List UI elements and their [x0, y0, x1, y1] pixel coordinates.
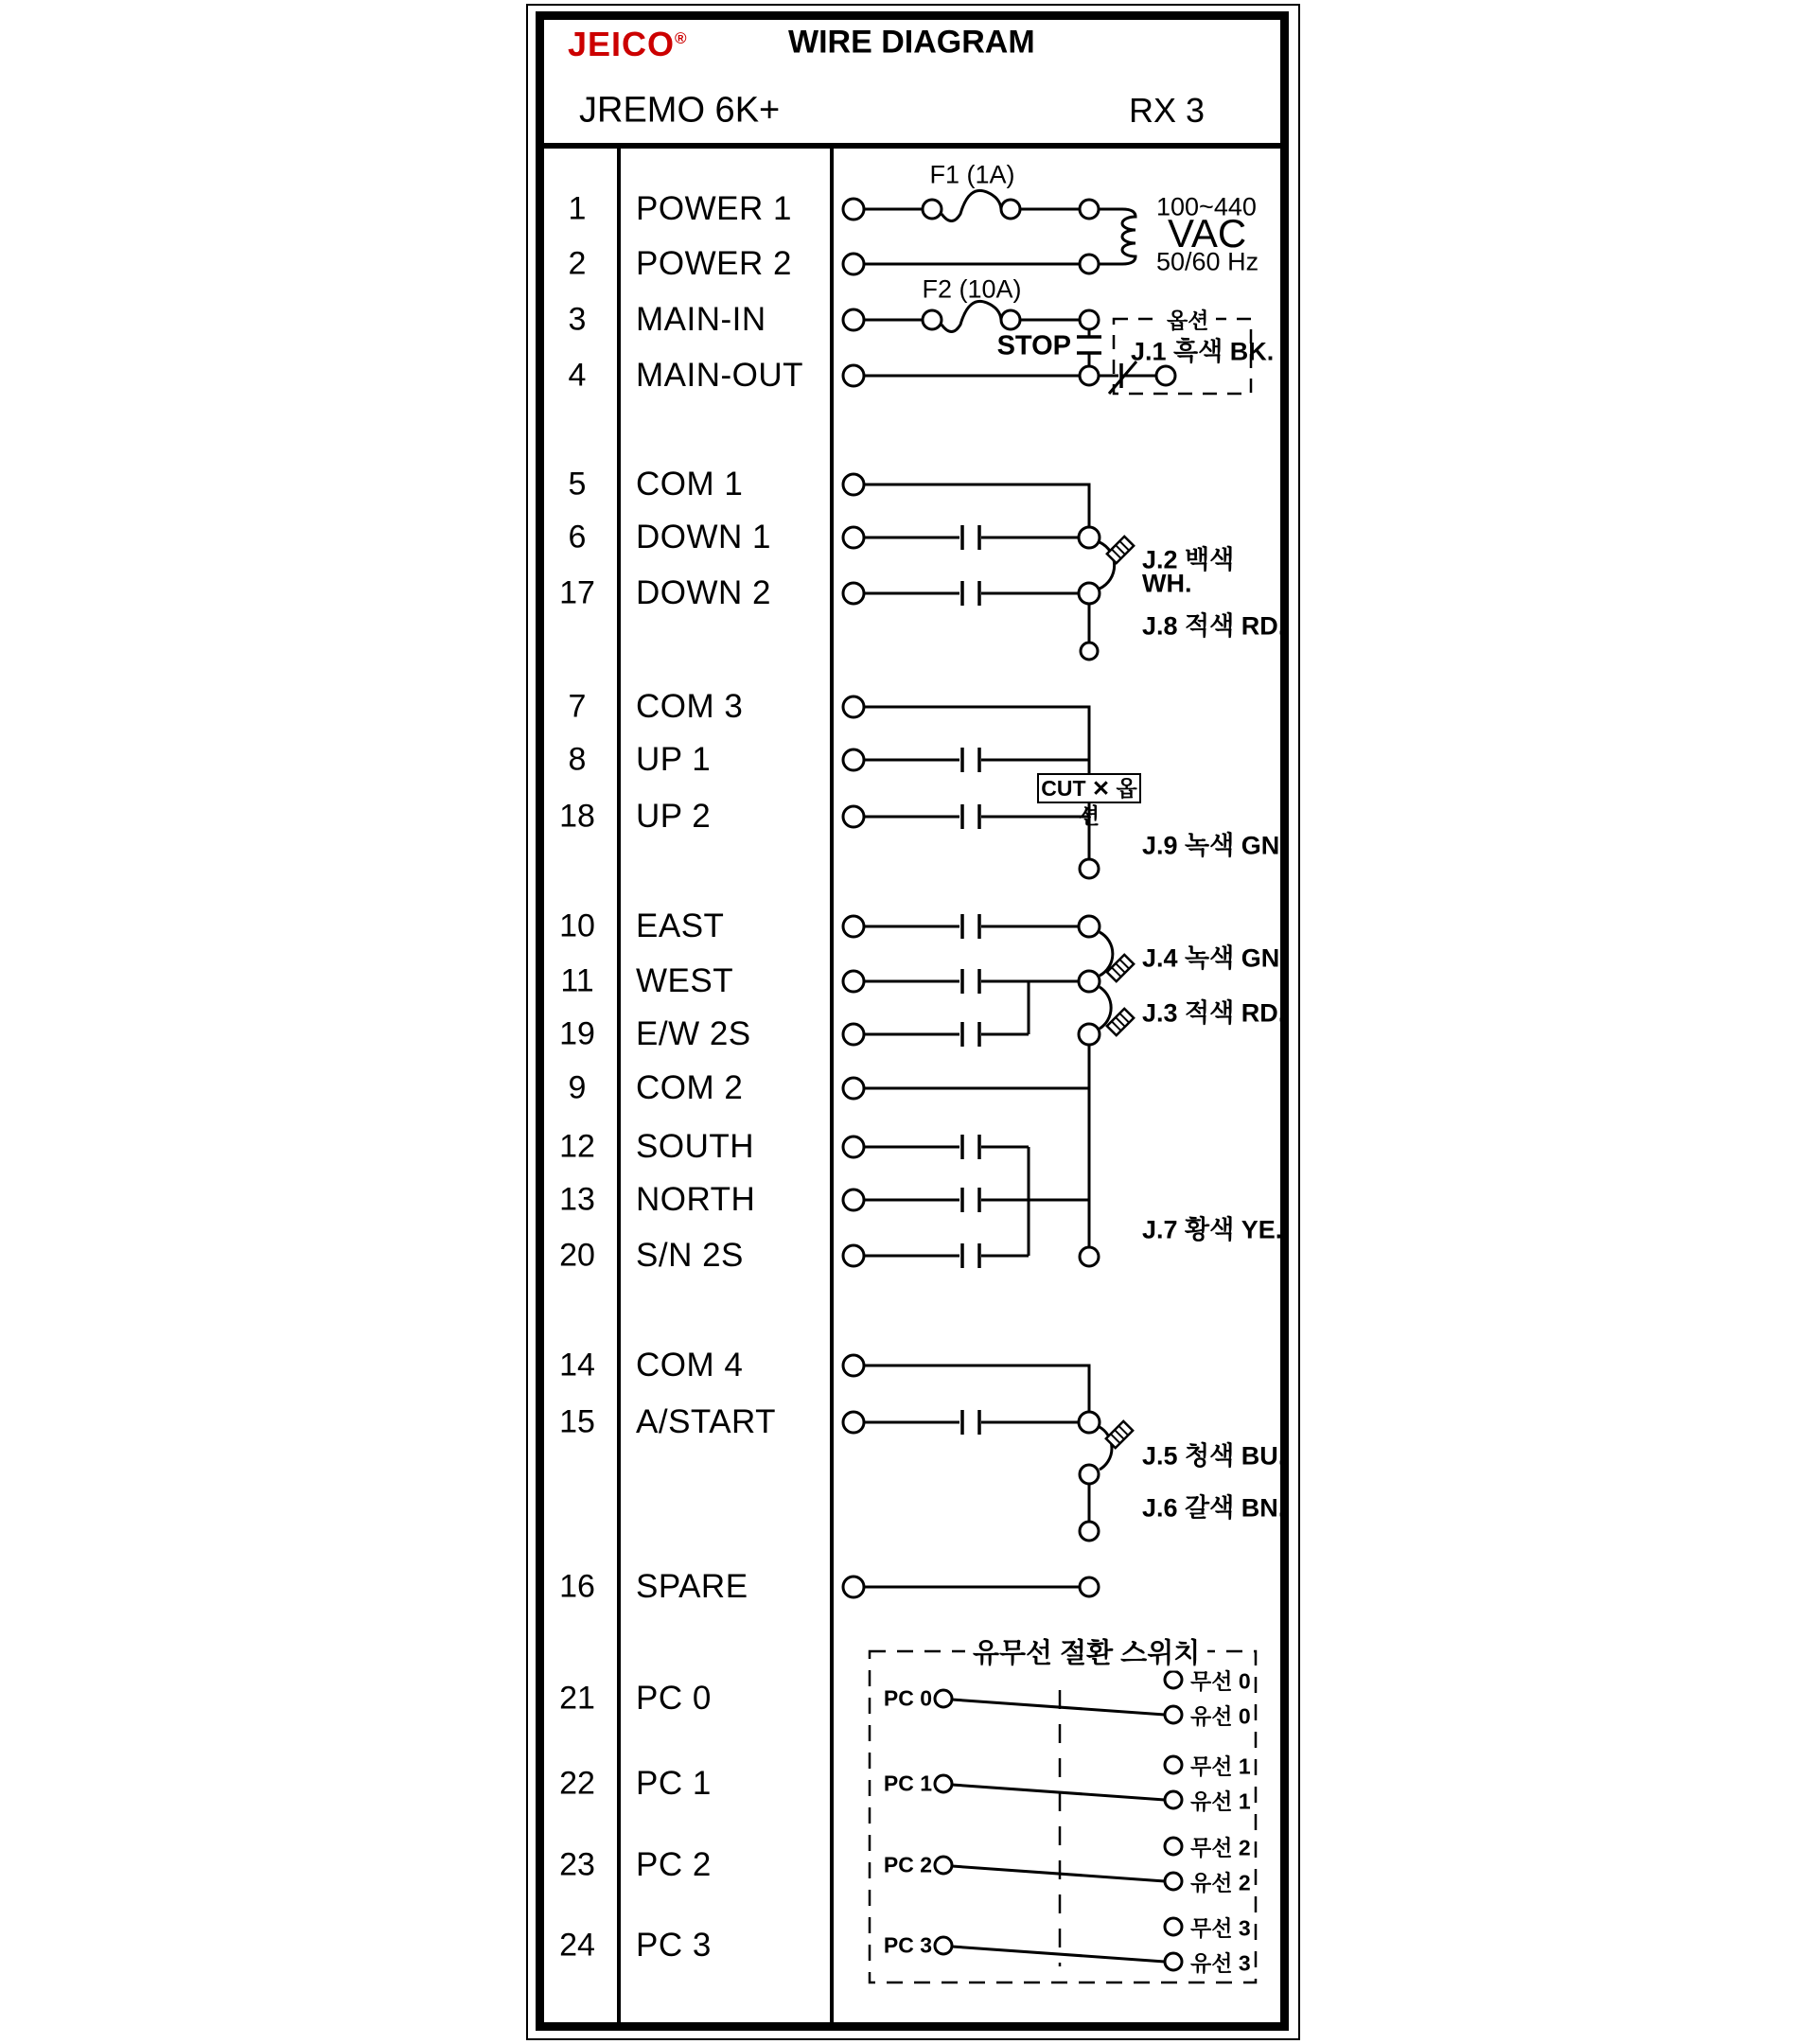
switch-wired-label: 유선 3 [1190, 1950, 1251, 1976]
terminal-label: DOWN 2 [636, 574, 771, 611]
terminal-number: 9 [568, 1069, 587, 1106]
terminal-number: 14 [559, 1347, 595, 1383]
switch-pc-label: PC 2 [883, 1852, 932, 1877]
stop-button-symbol [1077, 329, 1101, 366]
jack-label-j4: J.4 녹색 GN. [1142, 943, 1287, 973]
terminal-number: 21 [559, 1680, 595, 1717]
terminal-label: SPARE [636, 1568, 748, 1605]
terminal-number: 23 [559, 1846, 595, 1883]
terminal-number: 24 [559, 1927, 595, 1964]
terminal-number: 1 [568, 190, 587, 227]
transformer-coil [1099, 209, 1135, 264]
terminal-label: NORTH [636, 1181, 756, 1218]
terminal-label: COM 2 [636, 1069, 744, 1106]
terminal-label: COM 3 [636, 688, 744, 725]
terminal-label: COM 1 [636, 466, 744, 502]
east-west-north-south-circuit [843, 914, 1134, 1268]
terminal-label: A/START [636, 1403, 777, 1440]
terminal-number: 5 [568, 466, 587, 502]
terminal-number: 10 [559, 907, 595, 944]
terminal-label: PC 2 [636, 1846, 712, 1883]
jack-label-j1: J.1 흑색 BK. [1131, 337, 1275, 366]
terminal-label: E/W 2S [636, 1015, 751, 1052]
spare-circuit [843, 1577, 1099, 1597]
jack-label-j2-line1: J.2 백색 [1142, 545, 1235, 574]
terminal-label: COM 4 [636, 1347, 744, 1383]
jack-label-j3: J.3 적색 RD. [1142, 998, 1286, 1028]
fuse-f2-label: F2 (10A) [922, 274, 1022, 304]
model-name: JREMO 6K+ [579, 90, 781, 131]
switch-wireless-label: 무선 3 [1190, 1915, 1251, 1941]
terminal-label: PC 3 [636, 1927, 712, 1964]
fuse-f2 [942, 301, 1001, 331]
terminal-number: 13 [559, 1181, 595, 1218]
unit-name: RX 3 [1129, 91, 1206, 130]
terminal-number: 11 [560, 962, 594, 999]
terminal-number: 8 [568, 741, 587, 778]
jack-label-j8: J.8 적색 RD. [1142, 611, 1286, 641]
terminal-number: 22 [559, 1765, 595, 1802]
voltage-range-label: 100~440 [1156, 192, 1257, 221]
terminal-label: POWER 2 [636, 245, 792, 282]
switch-wireless-label: 무선 0 [1190, 1668, 1251, 1694]
astart-circuit [843, 1355, 1133, 1541]
brand-logo-text: JEICO [568, 25, 676, 63]
switch-wired-label: 유선 1 [1190, 1788, 1251, 1814]
cut-option-note-text: CUT ✕ 옵션 [1041, 776, 1137, 828]
switch-wired-label: 유선 0 [1190, 1703, 1251, 1729]
terminal-number: 7 [568, 688, 587, 725]
jack-label-j6: J.6 갈색 BN. [1142, 1493, 1286, 1523]
terminal-number: 19 [559, 1015, 595, 1052]
jack-label-j7: J.7 황색 YE. [1142, 1215, 1283, 1244]
brand-logo [568, 25, 688, 64]
jack-label-j9: J.9 녹색 GN. [1142, 831, 1287, 860]
terminal-label: S/N 2S [636, 1237, 744, 1274]
terminal-number: 2 [568, 245, 587, 282]
terminal-label: MAIN-IN [636, 301, 766, 338]
terminal-label: POWER 1 [636, 190, 792, 227]
terminal-label: WEST [636, 962, 734, 999]
switch-wireless-label: 무선 1 [1190, 1753, 1251, 1779]
terminal-label: UP 1 [636, 741, 712, 778]
switch-box-title: 유무선 절환 스위치 [965, 1632, 1207, 1671]
jack-label-j2-line2: WH. [1142, 569, 1192, 598]
down-circuit [843, 474, 1134, 660]
terminal-label: SOUTH [636, 1128, 754, 1165]
terminal-number: 18 [559, 798, 595, 835]
stop-label: STOP [996, 330, 1071, 361]
terminal-number: 4 [568, 357, 587, 394]
terminal-number: 16 [559, 1568, 595, 1605]
terminal-number: 20 [559, 1237, 595, 1274]
terminal-label: PC 0 [636, 1680, 712, 1717]
terminal-number: 3 [568, 301, 587, 338]
terminal-label: EAST [636, 907, 725, 944]
registered-mark: ® [675, 29, 688, 47]
terminal-label: PC 1 [636, 1765, 712, 1802]
switch-pc-label: PC 3 [883, 1932, 932, 1958]
jack-label-j5: J.5 청색 BU. [1142, 1441, 1286, 1471]
switch-wireless-label: 무선 2 [1190, 1835, 1251, 1860]
terminal-label: UP 2 [636, 798, 712, 835]
terminal-label: DOWN 1 [636, 519, 771, 555]
j1-option-box-title: 옵션 [1159, 304, 1216, 335]
terminal-number: 12 [559, 1128, 595, 1165]
switch-pc-label: PC 0 [883, 1685, 932, 1711]
cut-option-note [1037, 773, 1141, 828]
voltage-unit-label: VAC [1168, 211, 1247, 256]
frequency-label: 50/60 Hz [1156, 247, 1259, 276]
terminal-number: 6 [568, 519, 587, 555]
terminal-label: MAIN-OUT [636, 357, 804, 394]
terminal-number: 15 [559, 1403, 595, 1440]
terminal-number: 17 [559, 574, 595, 611]
page-title: WIRE DIAGRAM [788, 24, 1035, 61]
switch-pc-label: PC 1 [883, 1771, 932, 1796]
fuse-f1-label: F1 (1A) [929, 160, 1015, 189]
switch-wired-label: 유선 2 [1190, 1870, 1251, 1895]
fuse-f1 [942, 190, 1001, 220]
